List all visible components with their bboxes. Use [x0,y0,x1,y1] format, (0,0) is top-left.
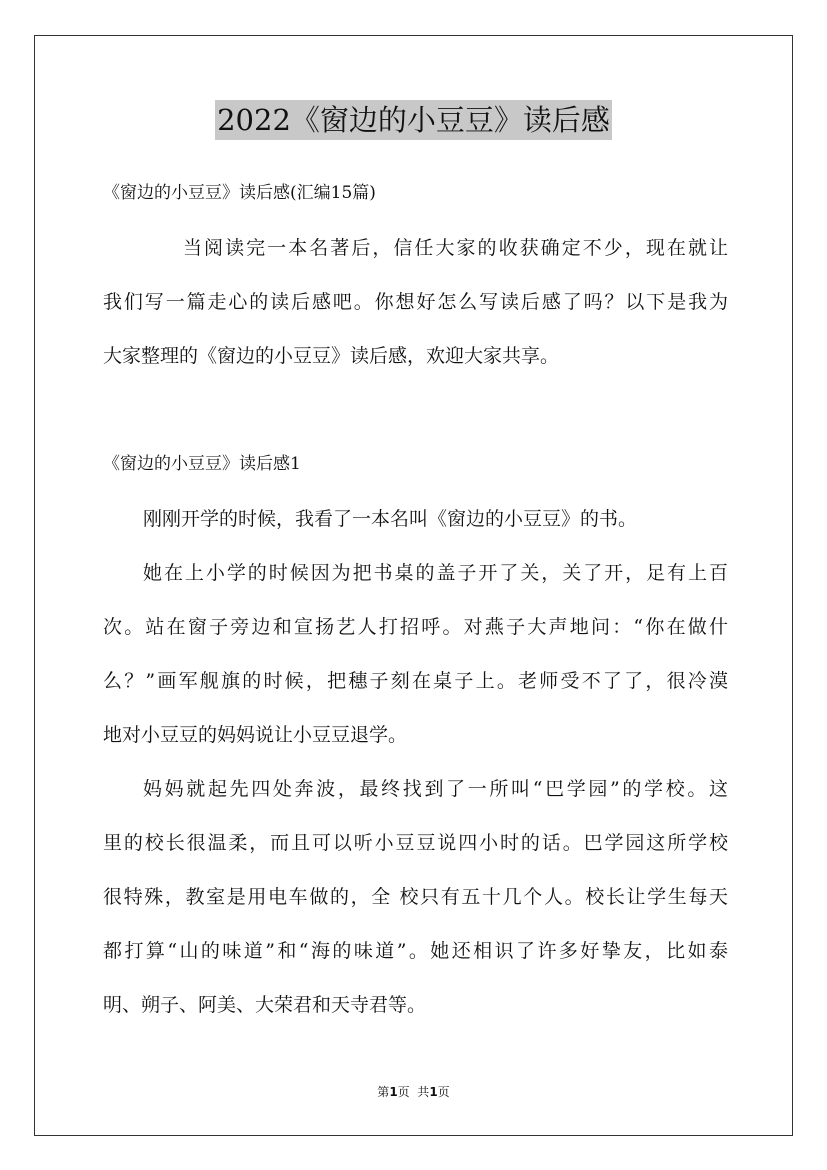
body-line: 明、朔子、阿美、大荣君和天寺君等。 [103,994,427,1016]
body-line: 妈妈就起先四处奔波，最终找到了一所叫“巴学园”的学校。这 [143,778,728,800]
section-heading: 《窗边的小豆豆》读后感1 [103,454,301,474]
intro-line: 我们写一篇走心的读后感吧。你想好怎么写读后感了吗？以下是我为 [103,291,728,313]
intro-line: 大家整理的《窗边的小豆豆》读后感，欢迎大家共享。 [103,345,560,367]
footer-mid: 页 共 [397,1085,430,1099]
document-title: 2022《窗边的小豆豆》读后感 [215,100,612,140]
body-line: 刚刚开学的时候，我看了一本名叫《窗边的小豆豆》的书。 [143,508,638,530]
body-line: 么？”画军舰旗的时候，把穗子刻在桌子上。老师受不了了，很冷漠 [103,670,728,692]
body-line: 地对小豆豆的妈妈说让小豆豆退学。 [103,724,408,746]
body-line: 很特殊，教室是用电车做的，全 校只有五十几个人。校长让学生每天 [103,886,728,908]
footer-page-number: 1 [389,1085,398,1099]
footer-suffix: 页 [437,1085,450,1099]
footer-prefix: 第 [377,1085,390,1099]
intro-line: 当阅读完一本名著后，信任大家的收获确定不少，现在就让 [183,237,728,259]
body-line: 里的校长很温柔，而且可以听小豆豆说四小时的话。巴学园这所学校 [103,832,728,854]
document-subtitle: 《窗边的小豆豆》读后感(汇编15篇) [103,183,376,203]
page-footer [0,1083,827,1100]
footer-page-total: 1 [429,1085,438,1099]
title-container [0,100,827,140]
body-line: 她在上小学的时候因为把书桌的盖子开了关，关了开，足有上百 [143,562,728,584]
body-line: 都打算“山的味道”和“海的味道”。她还相识了许多好挚友，比如泰 [103,940,728,962]
body-line: 次。站在窗子旁边和宣扬艺人打招呼。对燕子大声地问：“你在做什 [103,616,728,638]
